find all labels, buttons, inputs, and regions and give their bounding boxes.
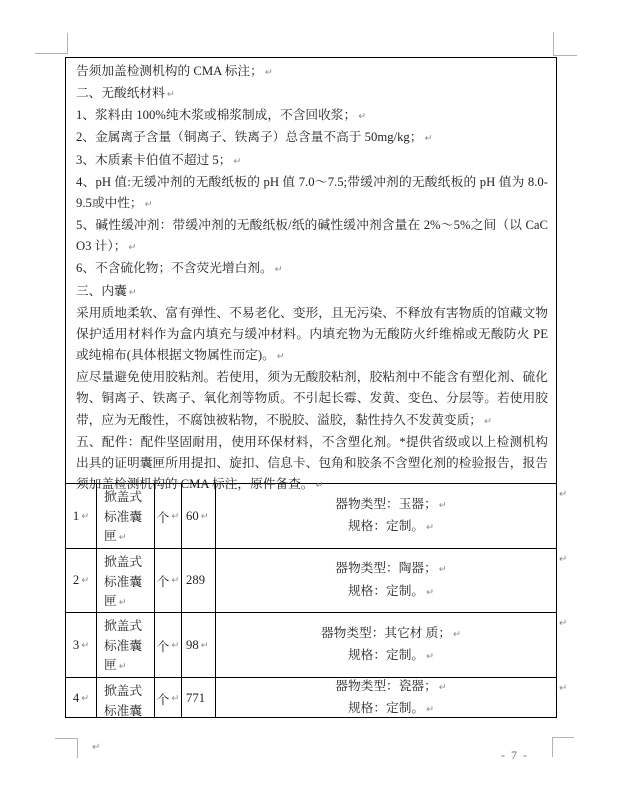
cell-unit: 个 ↵: [155, 484, 182, 548]
paragraph-mark-icon: ↵: [118, 661, 127, 672]
object-type-line: 器物类型：陶器； ↵: [335, 561, 447, 575]
paragraph: 5、碱性缓冲剂：带缓冲剂的无酸纸板/纸的碱性缓冲剂含量在 2%～5%之间（以 CaCO3 计）； ↵: [76, 218, 548, 254]
paragraph: 1、浆料由 100%纯木浆或棉浆制成，不含回收浆； ↵: [76, 108, 367, 123]
cell-item-name: 掀盖式标准囊匣 ↵: [97, 549, 155, 612]
paragraph-mark-icon: ↵: [171, 639, 180, 651]
spec-line: 规格：定制。 ↵: [347, 583, 435, 598]
cell-quantity: 289: [182, 549, 216, 612]
cell-row-number: 4 ↵: [66, 678, 97, 718]
paragraph-mark-icon: ↵: [81, 510, 90, 522]
paragraph: 4、pH 值:无缓冲剂的无酸纸板的 pH 值 7.0～7.5;带缓冲剂的无酸纸板的 pH 值为 8.0-9.5或中性； ↵: [76, 174, 548, 210]
cell-quantity: 60 ↵: [182, 484, 216, 548]
text-boundary-mark-bottom-right: [552, 737, 574, 738]
paragraph-mark-icon: ↵: [484, 415, 492, 427]
paragraph-mark-icon: ↵: [438, 681, 447, 693]
paragraph-mark-icon: ↵: [171, 575, 180, 586]
paragraph-mark-icon: ↵: [118, 532, 127, 543]
cell-unit: 个 ↵: [155, 678, 182, 718]
text-boundary-mark-top-left: [35, 53, 67, 54]
paragraph-mark-icon: ↵: [233, 155, 242, 167]
end-of-row-mark-icon: ↵: [559, 683, 568, 694]
text-boundary-mark-bottom-left: [55, 738, 78, 739]
paragraph-mark-icon: ↵: [128, 242, 137, 254]
table-row: [66, 678, 556, 718]
paragraph-mark-icon: ↵: [438, 564, 447, 575]
paragraph: 二、无酸纸材料 ↵: [76, 86, 175, 101]
text-boundary-mark-top-right: [553, 55, 577, 56]
object-type-line: 器物类型：玉器； ↵: [335, 496, 447, 511]
paragraph: 应尽量避免使用胶粘剂。若使用，须为无酸胶粘剂，胶粘剂中不能含有塑化剂、硫化物、铜离子、铁离子、氧化剂等物质。不引起长霉、发黄、变色、分层等。若使用胶带，应为无酸性，不腐蚀被粘物，不脱胶、溢胶，黏性持久不发黄变质； ↵: [76, 370, 548, 427]
paragraph-mark-icon: ↵: [453, 628, 461, 640]
paragraph-mark-icon: ↵: [264, 67, 273, 78]
table-row: [66, 613, 556, 678]
paragraph-mark-icon: ↵: [128, 286, 137, 298]
end-of-row-mark-icon: ↵: [559, 618, 568, 629]
paragraph-mark-icon: ↵: [358, 111, 367, 123]
paragraph-mark-icon: ↵: [426, 586, 435, 598]
object-type-line: 器物类型：瓷器； ↵: [335, 678, 447, 693]
cell-item-name: 掀盖式标准囊: [97, 678, 155, 718]
paragraph-mark-icon: ↵: [171, 510, 180, 522]
text-boundary-mark-top-left: [67, 33, 68, 54]
spec-line: 规格：定制。 ↵: [347, 701, 435, 715]
paragraph: 三、内囊 ↵: [76, 283, 137, 298]
cell-description: [216, 613, 556, 677]
spec-line: 规格：定制。 ↵: [347, 519, 435, 533]
cell-description: [216, 549, 556, 612]
paragraph-mark-icon: ↵: [92, 742, 101, 753]
paragraph: 告须加盖检测机构的 CMA 标注； ↵: [76, 64, 273, 78]
paragraph-mark-icon: ↵: [424, 133, 433, 145]
paragraph-mark-icon: ↵: [118, 597, 127, 608]
cell-quantity: 771: [182, 678, 216, 718]
paragraph: 2、金属离子含量（铜离子、铁离子）总含量不高于 50mg/kg； ↵: [76, 130, 433, 145]
paragraph-mark-icon: ↵: [144, 198, 153, 210]
cell-row-number: 1 ↵: [66, 484, 97, 548]
paragraph-mark-icon: ↵: [276, 351, 285, 363]
paragraph: 采用质地柔软、富有弹性、不易老化、变形，且无污染、不释放有害物质的馆藏文物保护适用材料作为盒内填充与缓冲材料。内填充物为无酸防火纤维棉或无酸防火 PE 或纯棉布(具体根据文物属性而定)。 ↵: [76, 305, 548, 363]
paragraph-mark-icon: ↵: [166, 89, 175, 101]
table-row: [66, 549, 556, 613]
cell-row-number: 3 ↵: [66, 613, 97, 677]
paragraph-mark-icon: ↵: [315, 479, 324, 491]
end-of-row-mark-icon: ↵: [559, 554, 568, 565]
paragraph-mark-icon: ↵: [200, 510, 209, 522]
paragraph: 3、木质素卡伯值不超过 5； ↵: [76, 152, 242, 167]
paragraph-mark-icon: ↵: [426, 522, 435, 533]
paragraph-mark-icon: ↵: [274, 264, 283, 276]
paragraph-mark-icon: ↵: [171, 692, 180, 704]
text-boundary-mark-top-right: [553, 32, 554, 56]
text-boundary-mark-bottom-left: [77, 738, 78, 758]
spec-line: 规格：定制。 ↵: [347, 648, 435, 662]
specification-text-cell: [66, 58, 556, 491]
object-type-line: 器物类型：其它材 质； ↵: [320, 625, 461, 640]
specification-table: [65, 57, 557, 718]
cell-description: [216, 484, 556, 548]
paragraph-mark-icon: ↵: [438, 499, 447, 511]
cell-unit: 个 ↵: [155, 549, 182, 612]
paragraph-mark-icon: ↵: [81, 575, 90, 586]
cell-description: [216, 678, 556, 718]
paragraph-mark-icon: ↵: [426, 651, 435, 662]
paragraph: 6、不含硫化物；不含荧光增白剂。 ↵: [76, 261, 283, 276]
cell-row-number: 2 ↵: [66, 549, 97, 612]
text-boundary-mark-bottom-right: [552, 737, 553, 757]
cell-item-name: 掀盖式标准囊匣 ↵: [97, 613, 155, 677]
paragraph-mark-icon: ↵: [426, 704, 435, 715]
end-of-row-mark-icon: ↵: [559, 489, 568, 500]
cell-quantity: 98 ↵: [182, 613, 216, 677]
paragraph: 五、配件：配件坚固耐用，使用环保材料，不含塑化剂。*提供省级或以上检测机构出具的证明囊匣所用提扣、旋扣、信息卡、包角和胶条不含塑化剂的检验报告，报告须加盖检测机构的 CMA 标注，原件备查。 ↵: [76, 434, 548, 491]
page-number: - 7 -: [501, 748, 529, 762]
cell-unit: 个 ↵: [155, 613, 182, 677]
paragraph-mark-icon: ↵: [81, 639, 90, 651]
paragraph-mark-icon: ↵: [200, 639, 209, 651]
paragraph-mark-icon: ↵: [81, 692, 90, 704]
cell-item-name: 掀盖式标准囊匣 ↵: [97, 484, 155, 548]
table-row: [66, 484, 556, 549]
